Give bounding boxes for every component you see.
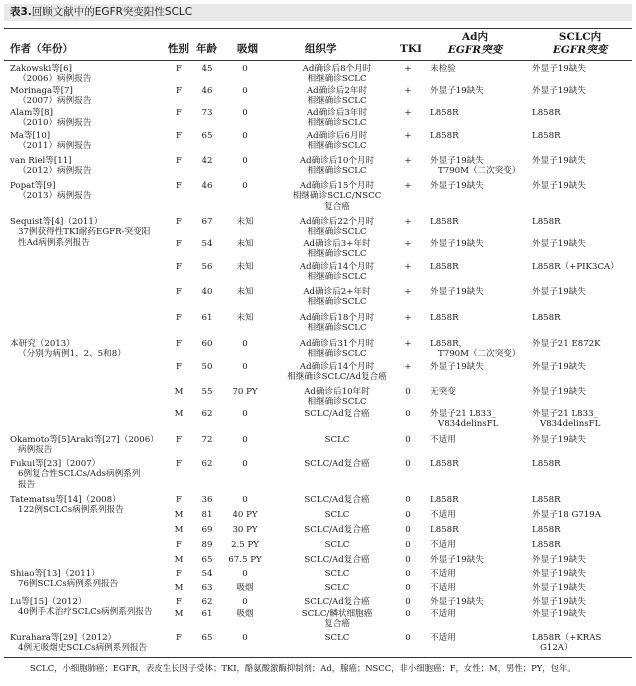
table-caption xyxy=(4,4,632,21)
age-cell: 67 xyxy=(201,217,213,227)
histology-cell: SCLC/Ad复合癌 xyxy=(304,409,370,419)
sclc-mutation-cell: 外显子19缺失 xyxy=(532,287,586,297)
histology-cell: 相继确诊SCLC xyxy=(307,272,367,283)
col-header-smoking: 吸烟 xyxy=(237,43,258,55)
age-cell: 54 xyxy=(201,569,213,579)
ad-mutation-cell: 不适用 xyxy=(430,609,456,619)
author-cell: Kurahara等[29]（2012） xyxy=(10,633,117,643)
age-cell: 61 xyxy=(201,313,213,323)
smoking-cell: 未知 xyxy=(236,217,254,227)
histology-cell: SCLC xyxy=(324,540,350,550)
sex-cell: F xyxy=(176,131,182,141)
age-cell: 56 xyxy=(201,262,213,272)
header-top-rule xyxy=(4,28,632,29)
ad-mutation-cell: T790M（二次突变） xyxy=(438,166,521,177)
sex-cell: M xyxy=(174,583,184,593)
age-cell: 62 xyxy=(201,409,213,419)
histology-cell: Ad确诊后22个月时 xyxy=(299,217,375,227)
tki-cell: + xyxy=(404,156,412,166)
smoking-cell: 0 xyxy=(242,409,248,419)
smoking-cell: 0 xyxy=(242,633,248,643)
sclc-mutation-cell: G12A） xyxy=(540,643,573,654)
author-cell: van Riel等[11] xyxy=(10,156,72,166)
histology-cell: Ad确诊后14个月时 xyxy=(299,262,375,272)
age-cell: 65 xyxy=(201,555,213,565)
histology-cell: 相继确诊SCLC xyxy=(307,141,367,152)
author-cell: 37例获得性TKI耐药EGFR-突变阳 xyxy=(18,227,151,238)
sex-cell: F xyxy=(176,495,182,505)
col-header-ad-mutation-line2: EGFR突变 xyxy=(447,44,503,56)
age-cell: 62 xyxy=(201,597,213,607)
col-header-author: 作者（年份） xyxy=(10,43,73,55)
author-cell: Shiao等[13]（2011） xyxy=(10,569,100,579)
ad-mutation-cell: L858R xyxy=(430,217,459,227)
smoking-cell: 40 PY xyxy=(232,510,258,520)
smoking-cell: 0 xyxy=(242,181,248,191)
col-header-sclc-mutation-line2: EGFR突变 xyxy=(552,44,608,56)
smoking-cell: 0 xyxy=(242,495,248,505)
tki-cell: 0 xyxy=(405,459,411,469)
smoking-cell: 0 xyxy=(242,64,248,74)
sclc-mutation-cell: 外显子21 L833_ xyxy=(532,409,598,419)
sex-cell: M xyxy=(174,555,184,565)
histology-cell: SCLC/鳞状细胞癌 xyxy=(301,609,373,619)
table-footnote: SCLC，小细胞肺癌；EGFR，表皮生长因子受体；TKI，酪氨酸激酶抑制剂；Ad，腺癌；NSCC，非小细胞癌；F，女性；M，男性；PY，包年。 xyxy=(30,663,576,673)
sex-cell: M xyxy=(174,510,184,520)
sex-cell: F xyxy=(176,108,182,118)
histology-cell: 相继确诊SCLC xyxy=(307,249,367,260)
tki-cell: 0 xyxy=(405,495,411,505)
histology-cell: SCLC/Ad复合癌 xyxy=(304,459,370,469)
histology-cell: Ad确诊后10个月时 xyxy=(299,156,375,166)
histology-cell: Ad确诊后10年时 xyxy=(304,387,370,397)
author-cell: 性Ad病例系列报告 xyxy=(18,237,90,248)
sex-cell: F xyxy=(176,217,182,227)
sex-cell: F xyxy=(176,86,182,96)
sex-cell: F xyxy=(176,540,182,550)
smoking-cell: 67.5 PY xyxy=(228,555,262,565)
author-cell: （2012）病例报告 xyxy=(18,166,92,177)
ad-mutation-cell: 外显子19缺失 xyxy=(430,555,484,565)
age-cell: 69 xyxy=(201,525,213,535)
ad-mutation-cell: 外显子19缺失 xyxy=(430,362,484,372)
sclc-mutation-cell: 外显子19缺失 xyxy=(532,435,586,445)
histology-cell: 相继确诊SCLC xyxy=(307,397,367,408)
age-cell: 65 xyxy=(201,131,213,141)
sex-cell: F xyxy=(176,435,182,445)
sclc-mutation-cell: 外显子21 E872K xyxy=(532,339,601,349)
age-cell: 50 xyxy=(201,362,213,372)
ad-mutation-cell: 未检验 xyxy=(430,64,456,74)
sclc-mutation-cell: 外显子19缺失 xyxy=(532,181,586,191)
histology-cell: SCLC xyxy=(324,633,350,643)
age-cell: 61 xyxy=(201,609,213,619)
histology-cell: 相继确诊SCLC xyxy=(307,227,367,238)
histology-cell: 复合癌 xyxy=(324,619,350,630)
smoking-cell: 未知 xyxy=(236,313,254,323)
author-cell: Morinaga等[7] xyxy=(10,86,73,96)
tki-cell: 0 xyxy=(405,555,411,565)
header-bottom-rule xyxy=(4,60,632,61)
tki-cell: + xyxy=(404,108,412,118)
histology-cell: Ad确诊后2+年时 xyxy=(303,287,371,297)
sclc-mutation-cell: L858R xyxy=(532,540,561,550)
tki-cell: + xyxy=(404,313,412,323)
author-cell: Alam等[8] xyxy=(10,108,53,118)
age-cell: 73 xyxy=(201,108,213,118)
author-cell: Fukui等[23]（2007） xyxy=(10,459,101,469)
smoking-cell: 0 xyxy=(242,86,248,96)
ad-mutation-cell: V834delinsFL xyxy=(438,419,499,430)
author-cell: Zakowski等[6] xyxy=(10,64,72,74)
ad-mutation-cell: 不适用 xyxy=(430,583,456,593)
sex-cell: F xyxy=(176,633,182,643)
sclc-mutation-cell: 外显子19缺失 xyxy=(532,362,586,372)
ad-mutation-cell: L858R xyxy=(430,313,459,323)
histology-cell: SCLC xyxy=(324,510,350,520)
ad-mutation-cell: 外显子19缺失 xyxy=(430,86,484,96)
author-cell: Lu等[15]（2012） xyxy=(10,597,87,607)
sex-cell: F xyxy=(176,339,182,349)
ad-mutation-cell: 不适用 xyxy=(430,435,456,445)
sex-cell: M xyxy=(174,387,184,397)
smoking-cell: 70 PY xyxy=(232,387,258,397)
age-cell: 55 xyxy=(201,387,213,397)
sclc-mutation-cell: L858R（+PIK3CA） xyxy=(532,262,619,272)
smoking-cell: 2.5 PY xyxy=(231,540,259,550)
ad-mutation-cell: L858R， xyxy=(430,339,468,349)
age-cell: 46 xyxy=(201,86,213,96)
histology-cell: SCLC/Ad复合癌 xyxy=(304,597,370,607)
smoking-cell: 未知 xyxy=(236,262,254,272)
ad-mutation-cell: 不适用 xyxy=(430,633,456,643)
age-cell: 62 xyxy=(201,459,213,469)
histology-cell: 相继确诊SCLC xyxy=(307,118,367,129)
author-cell: 病例报告 xyxy=(18,445,53,456)
smoking-cell: 0 xyxy=(242,108,248,118)
ad-mutation-cell: 外显子19缺失 xyxy=(430,156,484,166)
ad-mutation-cell: L858R xyxy=(430,525,459,535)
sex-cell: F xyxy=(176,156,182,166)
ad-mutation-cell: 不适用 xyxy=(430,510,456,520)
age-cell: 36 xyxy=(201,495,213,505)
age-cell: 40 xyxy=(201,287,213,297)
ad-mutation-cell: L858R xyxy=(430,131,459,141)
histology-cell: SCLC xyxy=(324,569,350,579)
author-cell: Popat等[9] xyxy=(10,181,56,191)
sclc-mutation-cell: L858R xyxy=(532,108,561,118)
author-cell: （2013）病例报告 xyxy=(18,191,92,202)
caption-label: 表3. xyxy=(10,6,32,18)
author-cell: （分别为病例1、2、5和8） xyxy=(18,349,126,360)
age-cell: 65 xyxy=(201,633,213,643)
ad-mutation-cell: L858R xyxy=(430,495,459,505)
smoking-cell: 0 xyxy=(242,156,248,166)
smoking-cell: 0 xyxy=(242,362,248,372)
author-cell: （2007）病例报告 xyxy=(18,96,92,107)
ad-mutation-cell: 外显子19缺失 xyxy=(430,239,484,249)
tki-cell: + xyxy=(404,262,412,272)
tki-cell: + xyxy=(404,287,412,297)
author-cell: （2011）病例报告 xyxy=(18,141,92,152)
tki-cell: + xyxy=(404,64,412,74)
sclc-mutation-cell: 外显子19缺失 xyxy=(532,555,586,565)
ad-mutation-cell: L858R xyxy=(430,108,459,118)
smoking-cell: 0 xyxy=(242,435,248,445)
col-header-tki: TKI xyxy=(400,43,422,55)
histology-cell: 相继确诊SCLC xyxy=(307,297,367,308)
histology-cell: 相继确诊SCLC/NSCC xyxy=(292,191,382,202)
col-header-age: 年龄 xyxy=(196,43,217,55)
col-header-sex: 性别 xyxy=(168,43,189,55)
author-cell: Ma等[10] xyxy=(10,131,51,141)
author-cell: Sequist等[4]（2011） xyxy=(10,217,103,227)
author-cell: 40例手术治疗SCLCs病例系列报告 xyxy=(18,607,153,618)
sex-cell: F xyxy=(176,597,182,607)
age-cell: 89 xyxy=(201,540,213,550)
sclc-mutation-cell: 外显子19缺失 xyxy=(532,64,586,74)
age-cell: 72 xyxy=(201,435,213,445)
histology-cell: SCLC xyxy=(324,435,350,445)
tki-cell: 0 xyxy=(405,409,411,419)
sex-cell: M xyxy=(174,409,184,419)
smoking-cell: 0 xyxy=(242,459,248,469)
sex-cell: M xyxy=(174,609,184,619)
age-cell: 54 xyxy=(201,239,213,249)
tki-cell: 0 xyxy=(405,540,411,550)
sex-cell: F xyxy=(176,569,182,579)
tki-cell: + xyxy=(404,181,412,191)
sclc-mutation-cell: 外显子19缺失 xyxy=(532,387,586,397)
histology-cell: Ad确诊后18个月时 xyxy=(299,313,375,323)
age-cell: 45 xyxy=(201,64,213,74)
author-cell: 报告 xyxy=(18,479,36,490)
ad-mutation-cell: 外显子19缺失 xyxy=(430,597,484,607)
histology-cell: 相继确诊SCLC xyxy=(307,166,367,177)
tki-cell: + xyxy=(404,217,412,227)
author-cell: 6例复合性SCLCs/Ads病例系列 xyxy=(18,469,141,480)
author-cell: 本研究（2013） xyxy=(10,339,75,349)
histology-cell: Ad确诊后3年时 xyxy=(306,108,368,118)
histology-cell: 复合癌 xyxy=(324,201,350,212)
histology-cell: Ad确诊后6月时 xyxy=(306,131,368,141)
sclc-mutation-cell: L858R xyxy=(532,131,561,141)
sclc-mutation-cell: 外显子19缺失 xyxy=(532,239,586,249)
ad-mutation-cell: L858R xyxy=(430,459,459,469)
ad-mutation-cell: 无突变 xyxy=(430,387,456,397)
sex-cell: F xyxy=(176,287,182,297)
tki-cell: + xyxy=(404,362,412,372)
ad-mutation-cell: L858R xyxy=(430,262,459,272)
age-cell: 60 xyxy=(201,339,213,349)
histology-cell: SCLC/Ad复合癌 xyxy=(304,555,370,565)
ad-mutation-cell: 外显子19缺失 xyxy=(430,287,484,297)
tki-cell: + xyxy=(404,131,412,141)
histology-cell: 相继确诊SCLC/Ad复合癌 xyxy=(287,372,387,383)
author-cell: （2010）病例报告 xyxy=(18,118,92,129)
col-header-histology: 组织学 xyxy=(305,43,337,55)
sclc-mutation-cell: L858R xyxy=(532,495,561,505)
tki-cell: + xyxy=(404,339,412,349)
histology-cell: Ad确诊后2年时 xyxy=(306,86,368,96)
histology-cell: 相继确诊SCLC xyxy=(307,323,367,334)
sclc-mutation-cell: 外显子19缺失 xyxy=(532,569,586,579)
caption-text: 回顾文献中的EGFR突变阳性SCLC xyxy=(31,6,193,18)
smoking-cell: 0 xyxy=(242,339,248,349)
sex-cell: F xyxy=(176,459,182,469)
tki-cell: + xyxy=(404,239,412,249)
sclc-mutation-cell: 外显子19缺失 xyxy=(532,609,586,619)
author-cell: Tatematsu等[14]（2008） xyxy=(10,495,121,505)
sex-cell: F xyxy=(176,64,182,74)
ad-mutation-cell: 外显子21 L833_ xyxy=(430,409,496,419)
sex-cell: F xyxy=(176,313,182,323)
age-cell: 81 xyxy=(201,510,213,520)
tki-cell: 0 xyxy=(405,510,411,520)
col-header-sclc-mutation-line1: SCLC内 xyxy=(558,31,602,43)
age-cell: 46 xyxy=(201,181,213,191)
sclc-mutation-cell: L858R xyxy=(532,459,561,469)
tki-cell: 0 xyxy=(405,609,411,619)
histology-cell: 相继确诊SCLC xyxy=(307,349,367,360)
smoking-cell: 0 xyxy=(242,597,248,607)
sclc-mutation-cell: L858R xyxy=(532,217,561,227)
author-cell: 122例SCLCs病例系列报告 xyxy=(18,505,124,516)
smoking-cell: 未知 xyxy=(236,239,254,249)
tki-cell: 0 xyxy=(405,525,411,535)
histology-cell: Ad确诊后15个月时 xyxy=(299,181,375,191)
histology-cell: SCLC xyxy=(324,583,350,593)
table-bottom-rule xyxy=(4,657,632,658)
sclc-mutation-cell: V834delinsFL xyxy=(540,419,601,430)
tki-cell: 0 xyxy=(405,435,411,445)
tki-cell: 0 xyxy=(405,633,411,643)
ad-mutation-cell: T790M（二次突变） xyxy=(438,349,521,360)
author-cell: 4例无吸烟史SCLCs病例系列报告 xyxy=(18,643,148,654)
tki-cell: 0 xyxy=(405,597,411,607)
sclc-mutation-cell: 外显子19缺失 xyxy=(532,597,586,607)
histology-cell: 相继确诊SCLC xyxy=(307,74,367,85)
col-header-ad-mutation-line1: Ad内 xyxy=(462,31,488,43)
sclc-mutation-cell: L858R（+KRAS xyxy=(532,633,602,643)
tki-cell: 0 xyxy=(405,387,411,397)
author-cell: （2006）病例报告 xyxy=(18,74,92,85)
smoking-cell: 吸烟 xyxy=(236,609,254,619)
ad-mutation-cell: 外显子19缺失 xyxy=(430,181,484,191)
sclc-mutation-cell: 外显子18 G719A xyxy=(532,510,601,520)
sex-cell: F xyxy=(176,262,182,272)
sclc-mutation-cell: L858R xyxy=(532,313,561,323)
histology-cell: 相继确诊SCLC xyxy=(307,96,367,107)
sclc-mutation-cell: 外显子19缺失 xyxy=(532,583,586,593)
age-cell: 42 xyxy=(201,156,213,166)
smoking-cell: 0 xyxy=(242,131,248,141)
author-cell: Okamoto等[5]Araki等[27]（2006） xyxy=(10,435,159,445)
histology-cell: Ad确诊后14个月时 xyxy=(299,362,375,372)
ad-mutation-cell: 不适用 xyxy=(430,540,456,550)
histology-cell: Ad确诊后8个月时 xyxy=(302,64,372,74)
smoking-cell: 0 xyxy=(242,569,248,579)
sex-cell: M xyxy=(174,525,184,535)
histology-cell: Ad确诊后3+年时 xyxy=(303,239,371,249)
smoking-cell: 吸烟 xyxy=(236,583,254,593)
histology-cell: Ad确诊后31个月时 xyxy=(299,339,375,349)
sclc-mutation-cell: 外显子19缺失 xyxy=(532,156,586,166)
sclc-mutation-cell: 外显子19缺失 xyxy=(532,86,586,96)
sex-cell: F xyxy=(176,362,182,372)
author-cell: 76例SCLCs病例系列报告 xyxy=(18,579,119,590)
tki-cell: + xyxy=(404,86,412,96)
tki-cell: 0 xyxy=(405,569,411,579)
smoking-cell: 30 PY xyxy=(232,525,258,535)
histology-cell: SCLC/Ad复合癌 xyxy=(304,495,370,505)
ad-mutation-cell: 不适用 xyxy=(430,569,456,579)
age-cell: 63 xyxy=(201,583,213,593)
sex-cell: F xyxy=(176,239,182,249)
sclc-mutation-cell: L858R xyxy=(532,525,561,535)
tki-cell: 0 xyxy=(405,583,411,593)
smoking-cell: 未知 xyxy=(236,287,254,297)
histology-cell: SCLC/Ad复合癌 xyxy=(304,525,370,535)
sex-cell: F xyxy=(176,181,182,191)
